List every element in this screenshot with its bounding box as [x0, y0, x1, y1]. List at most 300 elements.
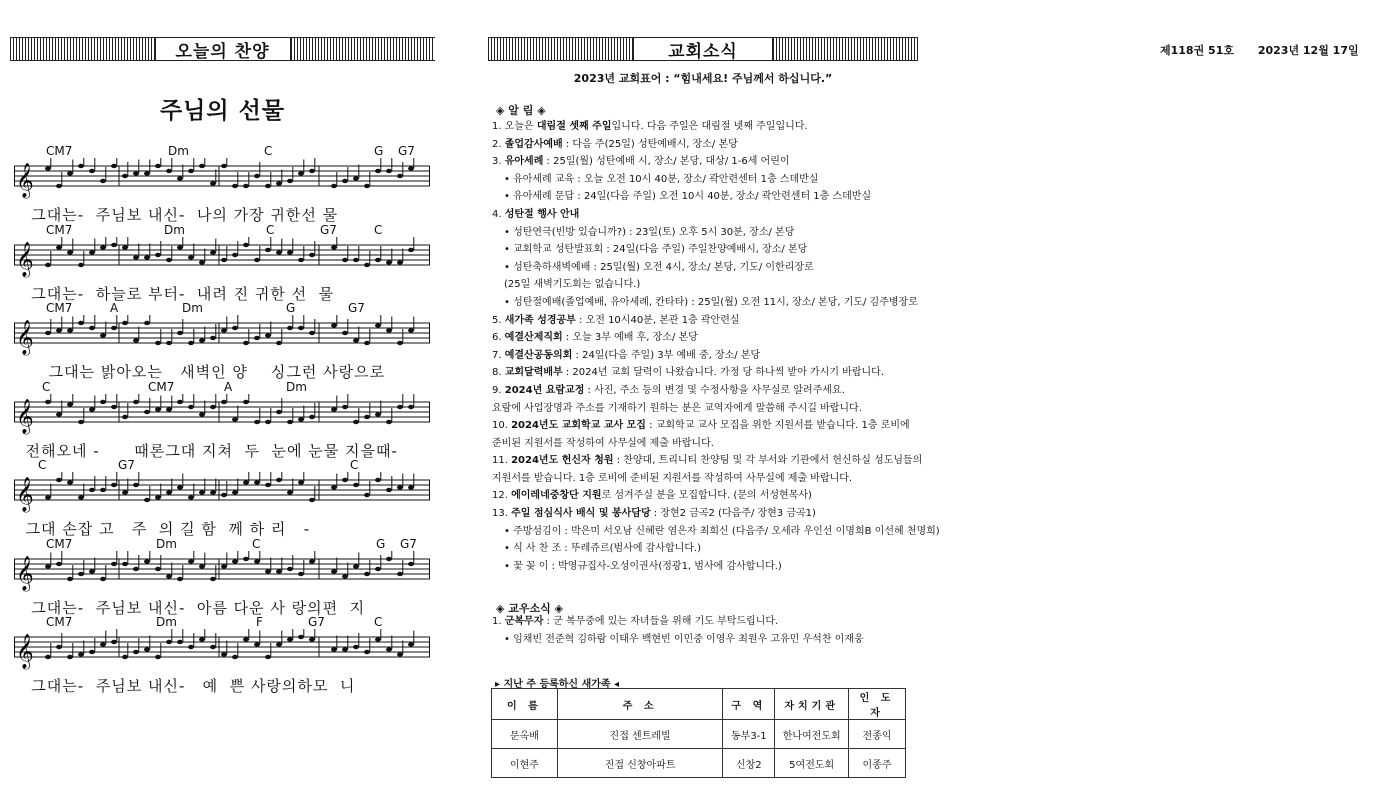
music-note [89, 250, 95, 254]
chord-symbol: G7 [320, 222, 337, 237]
item-text: : 교회학교 교사 모집을 위한 지원서를 받습니다. 1층 로비에 [645, 420, 910, 432]
item-text: 7. [492, 349, 505, 361]
music-note [309, 331, 315, 335]
music-note [287, 179, 293, 183]
music-note [56, 328, 62, 332]
music-note [331, 245, 337, 249]
music-note [188, 341, 194, 345]
music-note [386, 328, 392, 332]
music-note [265, 184, 271, 188]
music-note [353, 257, 359, 261]
music-note [375, 169, 381, 173]
table-row [492, 720, 906, 749]
chord-row [14, 537, 434, 551]
treble-clef-icon: 𝄞 [16, 398, 34, 434]
music-note [188, 495, 194, 499]
music-note [342, 574, 348, 578]
table-header-row [492, 689, 906, 720]
music-note [188, 169, 194, 173]
table-body [492, 720, 906, 778]
table-cell: 동부3-1 [723, 720, 775, 749]
lyric-line: 그대는- 하늘로 부터- 내려 진 귀한 선 물 [14, 284, 335, 303]
music-note [375, 412, 381, 416]
title-stripes [488, 37, 633, 61]
staff [14, 629, 432, 673]
item-text: 입니다. 다음 주일은 대림절 넷째 주일입니다. [611, 121, 808, 132]
music-note [122, 321, 128, 325]
treble-clef-icon: 𝄞 [16, 634, 34, 669]
music-note [78, 164, 84, 168]
treble-clef-icon: 𝄞 [16, 241, 34, 277]
table-cell: 이종주 [849, 749, 906, 778]
music-note [353, 176, 359, 180]
item-bold-text: 2024년 요람교정 [504, 384, 585, 396]
music-note [408, 166, 414, 170]
column-header: 인 도 자 [849, 689, 906, 720]
music-note [144, 647, 150, 651]
chord-symbol: C [42, 379, 51, 394]
chord-symbol: G7 [118, 458, 135, 472]
list-item [492, 364, 932, 382]
item-text: 11. [492, 455, 512, 467]
music-note [221, 493, 227, 497]
item-text: 12. [492, 490, 512, 502]
music-note [111, 561, 117, 565]
music-note [144, 559, 150, 563]
music-note [375, 637, 381, 641]
music-note [100, 642, 106, 646]
music-note [133, 399, 139, 403]
music-note [276, 341, 282, 345]
music-note [45, 655, 51, 659]
sheet-music [14, 144, 434, 694]
music-note [210, 250, 216, 254]
registration-heading: ▸ 지난 주 등록하신 새가족 ◂ [495, 679, 620, 690]
music-note [221, 257, 227, 261]
chord-symbol: G [376, 536, 386, 551]
music-note [144, 171, 150, 175]
item-text: : 25일(월) 성탄예배 시, 장소/ 본당, 대상/ 1-6세 어린이 [543, 156, 790, 168]
music-note [78, 321, 84, 325]
music-note [342, 404, 348, 408]
item-text: • 교회학교 성탄발표회 : 24일(다음 주일) 주일찬양예배시, 장소/ 본당 [504, 244, 808, 256]
music-note [254, 257, 260, 261]
music-note [353, 419, 359, 423]
music-note [188, 404, 194, 408]
music-note [287, 326, 293, 330]
staff [14, 158, 432, 202]
music-note [155, 252, 161, 256]
church-motto: 2023년 교회표어 : “힘내세요! 주님께서 하십니다.” [573, 72, 833, 85]
music-note [100, 179, 106, 183]
chord-symbol: C [374, 222, 383, 237]
music-note [221, 652, 227, 656]
music-note [122, 245, 128, 249]
list-item [492, 294, 932, 312]
staff [14, 394, 432, 438]
list-item [492, 505, 932, 523]
music-note [243, 341, 249, 345]
music-note [166, 341, 172, 345]
music-note [265, 247, 271, 251]
music-note [232, 655, 238, 659]
music-note [309, 169, 315, 173]
music-note [386, 419, 392, 423]
music-note [232, 490, 238, 494]
music-note [45, 331, 51, 335]
music-note [254, 174, 260, 178]
title-stripes [10, 37, 155, 61]
music-note [45, 399, 51, 403]
music-note [56, 478, 62, 482]
music-note [67, 480, 73, 484]
music-note [166, 169, 172, 173]
music-note [89, 650, 95, 654]
chord-symbol: CM7 [148, 379, 175, 394]
music-note [397, 571, 403, 575]
list-item [492, 435, 932, 453]
item-text: : 2024년 교회 달력이 나왔습니다. 가정 당 하나씩 받아 가시기 바랍니다. [562, 367, 885, 379]
music-note [122, 490, 128, 494]
score-line [14, 615, 434, 694]
music-note [386, 488, 392, 492]
list-item [492, 312, 932, 330]
music-note [166, 257, 172, 261]
treble-clef-icon: 𝄞 [16, 163, 34, 198]
music-note [243, 556, 249, 560]
music-note [287, 490, 293, 494]
chord-symbol: Dm [286, 379, 307, 394]
list-item [492, 136, 932, 154]
chord-symbol: A [110, 301, 119, 315]
music-note [155, 566, 161, 570]
music-note [276, 250, 282, 254]
music-note [309, 414, 315, 418]
music-note [89, 488, 95, 492]
music-note [364, 571, 370, 575]
chord-symbol: C [38, 458, 47, 472]
music-note [243, 399, 249, 403]
item-text: (25일 새벽기도회는 없습니다.) [504, 279, 641, 291]
music-note [276, 569, 282, 573]
music-note [298, 417, 304, 421]
chord-symbol: G [286, 301, 296, 315]
music-note [45, 564, 51, 568]
music-note [386, 169, 392, 173]
item-text: 6. [492, 332, 505, 344]
music-note [210, 645, 216, 649]
list-item [492, 613, 932, 631]
chord-symbol: CM7 [46, 536, 73, 551]
list-item [492, 329, 932, 347]
music-note [199, 564, 205, 568]
list-item [492, 417, 932, 435]
item-text: • 주방섬김이 : 박은미 서오남 신혜란 염은자 최희신 (다음주/ 오세라 우인선 이명희B 이선혜 천명희) [504, 525, 940, 537]
score-line [14, 301, 434, 380]
music-note [78, 419, 84, 423]
music-note [331, 184, 337, 188]
music-note [111, 326, 117, 330]
chord-symbol: C [264, 144, 273, 158]
music-note [67, 328, 73, 332]
music-note [375, 257, 381, 261]
chord-symbol: Dm [156, 615, 177, 629]
music-note [397, 652, 403, 656]
music-note [122, 174, 128, 178]
item-text: : 24일(다음 주일) 3부 예배 중, 장소/ 본당 [572, 349, 761, 361]
music-note [133, 483, 139, 487]
music-note [265, 419, 271, 423]
music-note [397, 260, 403, 264]
music-note [155, 164, 161, 168]
music-note [122, 561, 128, 565]
music-note [111, 640, 117, 644]
lyric-line: 그대는- 주님보 내신- 나의 가장 귀한선 물 [14, 206, 339, 224]
table-row [492, 749, 906, 778]
music-note [342, 179, 348, 183]
chord-symbol: CM7 [46, 144, 73, 158]
music-note [276, 181, 282, 185]
music-note [89, 169, 95, 173]
title-stripes [291, 37, 436, 61]
music-note [364, 184, 370, 188]
item-text: : 사진, 주소 등의 변경 및 수정사항을 사무실로 알려주세요. [584, 384, 845, 396]
music-note [166, 490, 172, 494]
music-note [265, 483, 271, 487]
music-note [56, 245, 62, 249]
music-note [408, 404, 414, 408]
chord-symbol: G7 [348, 301, 365, 315]
music-note [353, 338, 359, 342]
item-text: 1. 오늘은 [492, 121, 537, 132]
music-note [287, 566, 293, 570]
music-note [155, 655, 161, 659]
music-note [144, 255, 150, 259]
treble-clef-icon: 𝄞 [16, 555, 34, 591]
staff [14, 237, 432, 281]
music-note [177, 176, 183, 180]
item-text: • 유아세례 문답 : 24일(다음 주일) 오전 10시 40분, 장소/ 곽안련센터 1층 스데반실 [504, 191, 872, 203]
lyric-line: 그대는- 주님보 내신- 아름 다운 사 랑의편 지 [14, 598, 366, 617]
issue-date: 2023년 12월 17일 [1257, 44, 1359, 57]
music-note [232, 252, 238, 256]
music-note [254, 642, 260, 646]
item-text: 지원서를 받습니다. 1층 로비에 준비된 지원서를 작성하여 사무실에 제출 바랍니다. [492, 472, 853, 484]
item-text: : 장현2 금곡2 (다음주/ 장현3 금곡1) [650, 508, 816, 520]
item-text: 준비된 지원서를 작성하여 사무실에 제출 바랍니다. [492, 437, 714, 449]
score-line [14, 144, 434, 223]
music-note [254, 559, 260, 563]
table-cell: 문옥배 [492, 720, 558, 749]
song-title: 주님의 선물 [159, 98, 286, 124]
music-note [265, 655, 271, 659]
music-note [177, 485, 183, 489]
table-cell: 전종익 [849, 720, 906, 749]
music-note [298, 571, 304, 575]
list-item [492, 523, 940, 541]
column-header: 자치기관 [775, 689, 849, 720]
chord-symbol: CM7 [46, 222, 73, 237]
alumni-list [492, 613, 932, 648]
music-note [177, 331, 183, 335]
item-text: 5. [492, 314, 505, 326]
music-note [133, 338, 139, 342]
music-note [408, 485, 414, 489]
item-bold-text: 졸업감사예배 [504, 138, 563, 150]
music-note [177, 640, 183, 644]
music-note [199, 637, 205, 641]
music-note [133, 171, 139, 175]
item-text: : 군 복무중에 있는 자녀들을 위해 기도 부탁드립니다. [543, 616, 779, 627]
music-note [221, 399, 227, 403]
music-note [408, 642, 414, 646]
item-text: 3. [492, 156, 505, 168]
music-note [243, 637, 249, 641]
staff [14, 551, 432, 595]
music-note [375, 566, 381, 570]
issue-info [1160, 42, 1359, 58]
notice-heading: ◈ 알 림 ◈ [496, 104, 546, 117]
treble-clef-icon: 𝄞 [16, 320, 34, 355]
chord-row [14, 223, 434, 237]
music-note [254, 419, 260, 423]
music-note [243, 242, 249, 246]
music-note [111, 242, 117, 246]
music-note [353, 564, 359, 568]
staff [14, 315, 432, 359]
issue-volume: 제118권 51호 [1160, 44, 1234, 57]
list-item [492, 631, 932, 649]
music-note [56, 645, 62, 649]
music-note [232, 326, 238, 330]
list-item [492, 276, 932, 294]
item-text: • 성탄연극(빈방 있습니까?) : 23일(토) 오후 5시 30분, 장소/ 본당 [504, 226, 795, 238]
column-header: 구 역 [723, 689, 775, 720]
music-note [122, 414, 128, 418]
news-section-title: 교회소식 [633, 37, 773, 61]
chord-row [14, 301, 434, 315]
chord-row [14, 458, 434, 472]
music-note [331, 407, 337, 411]
music-note [287, 419, 293, 423]
music-note [100, 333, 106, 337]
chord-symbol: C [350, 458, 359, 472]
music-note [331, 485, 337, 489]
music-note [67, 576, 73, 580]
score-line [14, 380, 434, 459]
list-item [492, 241, 932, 259]
item-text: • 성탄절예배(졸업예배, 유아세례, 칸타타) : 25일(월) 오전 11시, 장소/ 본당, 기도/ 김주병장로 [504, 296, 918, 308]
item-text: • 성탄축하새벽예배 : 25일(월) 오전 4시, 장소/ 본당, 기도/ 이한리장로 [504, 261, 814, 273]
list-item [492, 400, 932, 418]
music-note [397, 485, 403, 489]
music-note [111, 404, 117, 408]
music-note [309, 498, 315, 502]
list-item [492, 188, 932, 206]
table-cell: 한나여전도회 [775, 720, 849, 749]
music-note [243, 480, 249, 484]
music-note [331, 323, 337, 327]
music-note [89, 569, 95, 573]
item-bold-text: 2024년도 교회학교 교사 모집 [511, 420, 646, 432]
music-note [100, 245, 106, 249]
music-note [210, 404, 216, 408]
music-note [375, 323, 381, 327]
music-note [331, 569, 337, 573]
music-note [342, 331, 348, 335]
music-note [254, 480, 260, 484]
title-stripes [773, 37, 918, 61]
chord-symbol: F [256, 615, 263, 629]
chord-row [14, 380, 434, 394]
music-note [100, 488, 106, 492]
music-note [232, 559, 238, 563]
score-line [14, 223, 434, 302]
music-note [67, 402, 73, 406]
hymn-section-title: 오늘의 찬양 [155, 37, 291, 61]
lyric-line: 그대는 밝아오는 새벽인 양 싱그런 사랑으로 [14, 363, 386, 381]
music-note [210, 490, 216, 494]
music-note [232, 417, 238, 421]
lyric-line: 그대는- 주님보 내신- 예 쁜 사랑의하모 니 [14, 677, 356, 695]
music-note [221, 564, 227, 568]
music-note [408, 561, 414, 565]
item-bold-text: 대림절 셋째 주일 [536, 121, 612, 132]
music-note [232, 184, 238, 188]
music-note [364, 262, 370, 266]
table-cell: 5여전도회 [775, 749, 849, 778]
music-note [67, 250, 73, 254]
list-item [492, 118, 932, 136]
music-note [276, 642, 282, 646]
music-note [408, 247, 414, 251]
list-item [492, 382, 932, 400]
music-note [199, 490, 205, 494]
item-bold-text: 새가족 성경공부 [504, 314, 576, 326]
music-note [199, 164, 205, 168]
item-bold-text: 유아세례 [504, 156, 544, 168]
column-header: 이 름 [492, 689, 558, 720]
chord-symbol: C [266, 222, 275, 237]
chord-symbol: G [374, 144, 384, 158]
notice-list [492, 118, 940, 575]
music-note [298, 480, 304, 484]
lyric-line: 전해오네 - 때론그대 지쳐 두 눈에 눈물 지을때- [14, 441, 398, 460]
music-note [89, 326, 95, 330]
music-note [331, 647, 337, 651]
list-item [492, 224, 932, 242]
music-note [353, 645, 359, 649]
music-note [364, 493, 370, 497]
music-note [199, 412, 205, 416]
item-text: 요람에 사업장명과 주소를 기재하기 원하는 분은 교역자에게 말씀해 주시길 바랍니다. [492, 402, 862, 414]
music-note [56, 412, 62, 416]
item-bold-text: 2024년도 헌신자 청원 [511, 455, 614, 467]
music-note [386, 556, 392, 560]
list-item [492, 540, 932, 558]
music-note [309, 637, 315, 641]
list-item [492, 171, 932, 189]
chord-symbol: G7 [308, 615, 325, 629]
item-text: 8. [492, 367, 505, 379]
chord-symbol: CM7 [46, 615, 73, 629]
music-note [155, 495, 161, 499]
chord-row [14, 615, 434, 629]
music-note [265, 569, 271, 573]
chord-symbol: CM7 [46, 301, 73, 315]
chord-row [14, 144, 434, 158]
music-note [342, 647, 348, 651]
